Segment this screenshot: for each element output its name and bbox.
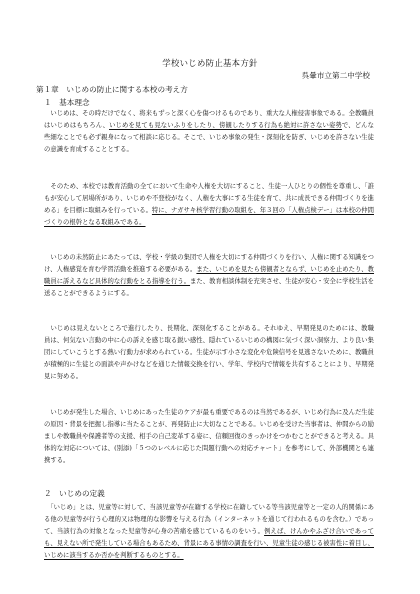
paragraph-definition: [44, 502, 374, 562]
paragraph-text: また、教育相談体制を充実させ、生徒が安心・安全に学校生活を送ることができるようにする。: [44, 277, 374, 297]
underlined-text: 特に、ナガサキ核学習行動の取組を、年３回の「人権点検デー」は本校の仲間づくりの根幹となる取組みである。: [44, 206, 374, 226]
paragraph-text: で、どんな些細なことでも必ず親身になって相談に応じる。そこで、いじめ事象の発生・深刻化を防ぎ、いじめを許さない生徒の意識を育成することとする。: [44, 121, 374, 153]
section-heading-basic-philosophy: １ 基本理念: [44, 98, 90, 107]
paragraph-1: [44, 108, 374, 156]
underlined-text: 例えば、けんかやふざけ合いであっても、見えない所で発生している場合もあるため、背景にある事情の調査を行い、児童生徒の感じる被害性に着目し、いじめに該当するか否かを判断するものとする。: [44, 527, 374, 559]
school-name: 呉暈市立第二中学校: [301, 71, 370, 80]
paragraph-text: いじめの未然防止にあたっては、学校・学級の集団で人権を大切にする仲間づくりを行い、人権に関する知識をつけ、人権感覚を育む学習活動を推進する必要がある。: [44, 254, 374, 273]
underlined-text: また、いじめを見たら傍観者とならず、いじめを止めたり、教職員に訴えるなど具体的な行動をとる指導を行う。: [44, 265, 375, 285]
paragraph-3: [44, 252, 374, 300]
paragraph-text: そのため、本校では教育活動の全てにおいて生命や人権を大切にすること、生徒一人ひとりの個性を尊重し、「誰もが安心して居場所があり、いじめや不登校がなく、人権を大事にする生徒を育て、共に成長できる仲間づくりを進める」を目標に取組みを行っている。: [44, 183, 374, 214]
chapter-heading: 第１章 いじめの防止に関する本校の考え方: [36, 85, 188, 94]
paragraph-5: いじめが発生した場合、いじめにあった生徒のケアが最も重要であるのは当然であるが、いじめ行為に及んだ生徒の原因・背景を把握し指導に当たることが、再発防止に大切なことである。いじめを受けた当事者は、仲間からの励ましや教職員や保護者等の支援、相手の自己変革する姿に、信頼回復のきっかけをつかむことができると考える。具体的な対応については、(別添)「５つのレベルに応じた問題行動への対応チャート」を参考にして、外部機関とも連携する。: [44, 409, 374, 464]
document-title: 学校いじめ防止基本方針: [162, 58, 258, 68]
paragraph-text: いじめは、その時だけでなく、将来もずっと深く心を傷つけるものであり、重大な人権侵害事象である。全教職員はいじめはもちろん、: [44, 110, 374, 129]
underlined-text: いじめを見ても見ないふりをしたり、傍観したりする行為も絶対に許さない姿勢: [109, 121, 342, 129]
paragraph-4: いじめは見えないところで進行したり、長期化、深刻化することがある。それゆえ、早期発見のためには、教職員は、何気ない言動の中に心の訴えを感じ取る鋭い感性、隠れているいじめの構図に気づく深い洞察力、より良い集団にしていこうとする熱い行動力が求められている。生徒が示す小さな変化や危険信号を見逃さないために、教職員が積極的に生徒との面談や声かけなどを通じた情報交換を行い、学年、学校内で情報を共有することにより、早期発見に努める。: [44, 325, 374, 380]
paragraph-text: 「いじめ」とは、児童等に対して、当該児童等が在籍する学校に在籍している等当該児童等と一定の人的関係にある他の児童等が行う心理的又は物理的な影響を与える行為（インターネットを通じて行われるものを含む。）であって、当該行為の対象となった児童等が心身の苦痛を感じているものをいう。: [44, 504, 374, 535]
section-heading-definition: ２ いじめの定義: [44, 489, 105, 498]
paragraph-2: [44, 181, 374, 229]
